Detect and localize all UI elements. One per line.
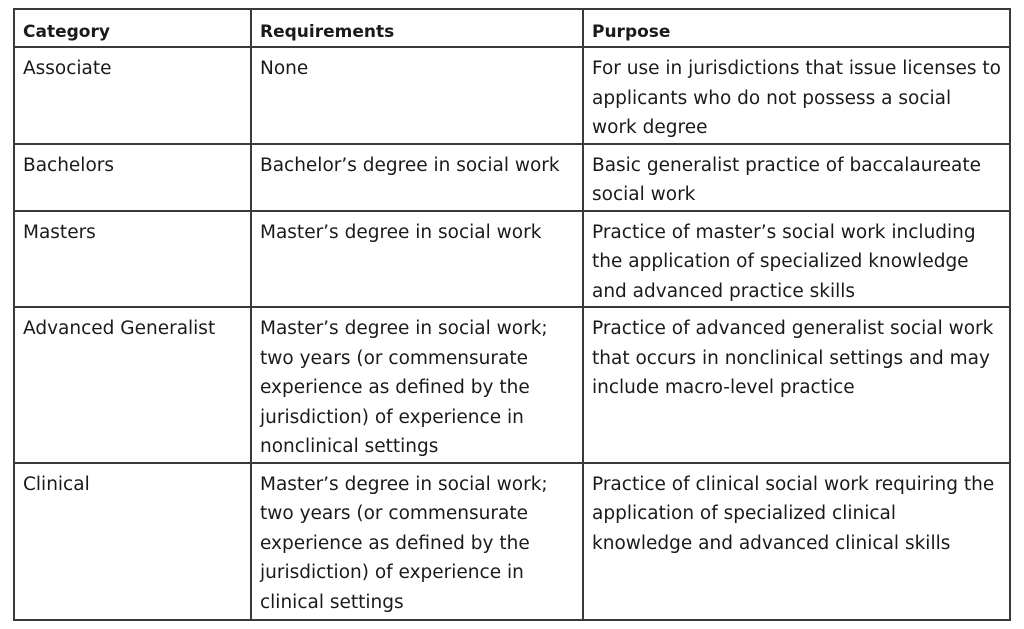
cell-requirements: Master’s degree in social work; two years (or commensurate experience as defined by the jurisdiction) of experience in clinical settings xyxy=(251,463,583,620)
cell-requirements: None xyxy=(251,47,583,144)
cell-purpose: For use in jurisdictions that issue licenses to applicants who do not possess a social work degree xyxy=(583,47,1010,144)
table-row xyxy=(14,211,1010,308)
cell-category: Clinical xyxy=(14,463,251,620)
cell-category: Masters xyxy=(14,211,251,308)
table-row xyxy=(14,144,1010,211)
table-row xyxy=(14,47,1010,144)
table-row xyxy=(14,463,1010,620)
cell-category: Associate xyxy=(14,47,251,144)
header-purpose: Purpose xyxy=(583,9,1010,47)
cell-purpose: Practice of clinical social work requiring the application of specialized clinical knowledge and advanced clinical skills xyxy=(583,463,1010,620)
license-categories-table xyxy=(13,8,1011,621)
cell-requirements: Bachelor’s degree in social work xyxy=(251,144,583,211)
cell-purpose: Practice of advanced generalist social work that occurs in nonclinical settings and may include macro-level practice xyxy=(583,307,1010,463)
cell-category: Bachelors xyxy=(14,144,251,211)
header-category: Category xyxy=(14,9,251,47)
cell-purpose: Basic generalist practice of baccalaureate social work xyxy=(583,144,1010,211)
table-row xyxy=(14,307,1010,463)
cell-requirements: Master’s degree in social work; two years (or commensurate experience as defined by the jurisdiction) of experience in nonclinical settings xyxy=(251,307,583,463)
cell-requirements: Master’s degree in social work xyxy=(251,211,583,308)
cell-purpose: Practice of master’s social work including the application of specialized knowledge and advanced practice skills xyxy=(583,211,1010,308)
cell-category: Advanced Generalist xyxy=(14,307,251,463)
header-row xyxy=(14,9,1010,47)
header-requirements: Requirements xyxy=(251,9,583,47)
